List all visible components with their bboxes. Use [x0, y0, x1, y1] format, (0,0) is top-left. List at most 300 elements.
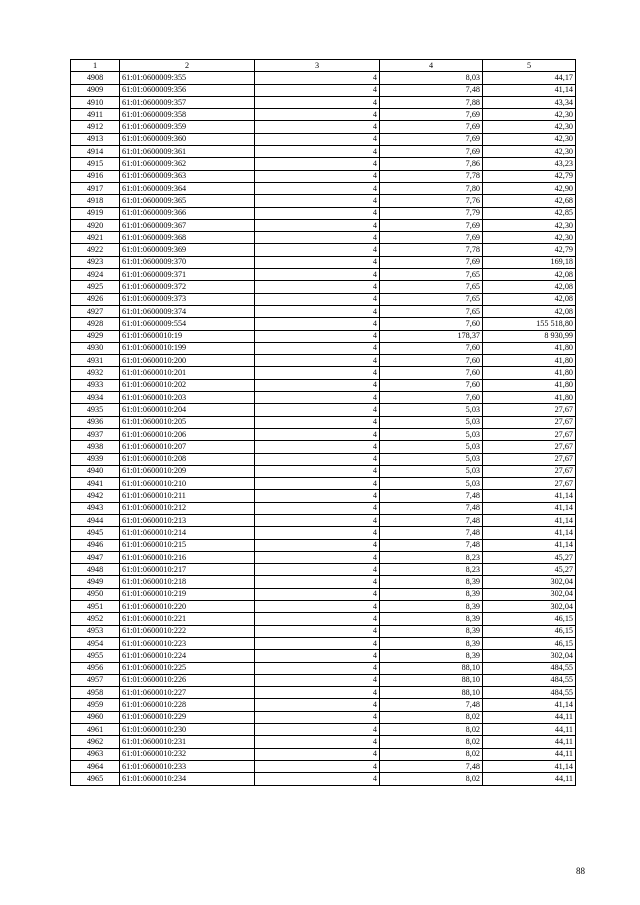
row-number-cell: 4924	[71, 269, 120, 281]
group-cell: 4	[255, 724, 380, 736]
cadastral-value-cell: 44,11	[483, 773, 576, 785]
row-number-cell: 4946	[71, 539, 120, 551]
specific-value-cell: 7,60	[380, 392, 483, 404]
group-cell: 4	[255, 588, 380, 600]
group-cell: 4	[255, 355, 380, 367]
table-row	[71, 219, 576, 231]
row-number-cell: 4939	[71, 453, 120, 465]
row-number-cell: 4926	[71, 293, 120, 305]
row-number-cell: 4934	[71, 392, 120, 404]
specific-value-cell: 7,69	[380, 121, 483, 133]
cadastral-value-cell: 44,11	[483, 736, 576, 748]
table-row	[71, 674, 576, 686]
cadastral-value-cell: 42,85	[483, 207, 576, 219]
cadastral-value-table	[70, 59, 576, 786]
specific-value-cell: 8,39	[380, 576, 483, 588]
cadastral-number-cell: 61:01:0600009:360	[120, 133, 255, 145]
table-row	[71, 490, 576, 502]
row-number-cell: 4933	[71, 379, 120, 391]
table-row	[71, 650, 576, 662]
cadastral-value-cell: 169,18	[483, 256, 576, 268]
table-row	[71, 478, 576, 490]
table-row	[71, 748, 576, 760]
cadastral-value-cell: 42,68	[483, 195, 576, 207]
row-number-cell: 4918	[71, 195, 120, 207]
cadastral-number-cell: 61:01:0600010:206	[120, 428, 255, 440]
specific-value-cell: 7,69	[380, 256, 483, 268]
specific-value-cell: 7,60	[380, 342, 483, 354]
specific-value-cell: 8,02	[380, 736, 483, 748]
cadastral-value-cell: 302,04	[483, 601, 576, 613]
cadastral-number-cell: 61:01:0600010:212	[120, 502, 255, 514]
specific-value-cell: 7,80	[380, 182, 483, 194]
group-cell: 4	[255, 441, 380, 453]
row-number-cell: 4947	[71, 551, 120, 563]
cadastral-number-cell: 61:01:0600010:232	[120, 748, 255, 760]
group-cell: 4	[255, 699, 380, 711]
cadastral-value-cell: 42,30	[483, 133, 576, 145]
specific-value-cell: 8,02	[380, 711, 483, 723]
specific-value-cell: 8,03	[380, 72, 483, 84]
specific-value-cell: 88,10	[380, 662, 483, 674]
specific-value-cell: 7,48	[380, 84, 483, 96]
specific-value-cell: 7,48	[380, 502, 483, 514]
group-cell: 4	[255, 72, 380, 84]
row-number-cell: 4963	[71, 748, 120, 760]
cadastral-value-cell: 46,15	[483, 637, 576, 649]
group-cell: 4	[255, 502, 380, 514]
group-cell: 4	[255, 711, 380, 723]
table-row	[71, 84, 576, 96]
cadastral-value-cell: 41,14	[483, 760, 576, 772]
row-number-cell: 4920	[71, 219, 120, 231]
table-row	[71, 724, 576, 736]
specific-value-cell: 8,39	[380, 637, 483, 649]
group-cell: 4	[255, 170, 380, 182]
table-row	[71, 637, 576, 649]
group-cell: 4	[255, 256, 380, 268]
group-cell: 4	[255, 637, 380, 649]
row-number-cell: 4913	[71, 133, 120, 145]
row-number-cell: 4964	[71, 760, 120, 772]
cadastral-number-cell: 61:01:0600010:200	[120, 355, 255, 367]
row-number-cell: 4950	[71, 588, 120, 600]
row-number-cell: 4919	[71, 207, 120, 219]
row-number-cell: 4922	[71, 244, 120, 256]
cadastral-number-cell: 61:01:0600010:225	[120, 662, 255, 674]
table-row	[71, 564, 576, 576]
cadastral-number-cell: 61:01:0600009:369	[120, 244, 255, 256]
table-row	[71, 601, 576, 613]
row-number-cell: 4956	[71, 662, 120, 674]
group-cell: 4	[255, 613, 380, 625]
group-cell: 4	[255, 527, 380, 539]
table-row	[71, 96, 576, 108]
cadastral-number-cell: 61:01:0600009:554	[120, 318, 255, 330]
table-row	[71, 404, 576, 416]
column-header: 5	[483, 60, 576, 72]
cadastral-value-cell: 41,80	[483, 355, 576, 367]
cadastral-number-cell: 61:01:0600009:367	[120, 219, 255, 231]
specific-value-cell: 8,39	[380, 613, 483, 625]
table-row	[71, 453, 576, 465]
cadastral-number-cell: 61:01:0600010:217	[120, 564, 255, 576]
table-row	[71, 158, 576, 170]
cadastral-value-cell: 41,14	[483, 527, 576, 539]
row-number-cell: 4944	[71, 514, 120, 526]
cadastral-value-cell: 46,15	[483, 613, 576, 625]
cadastral-number-cell: 61:01:0600010:207	[120, 441, 255, 453]
table-row	[71, 232, 576, 244]
table-row	[71, 711, 576, 723]
specific-value-cell: 5,03	[380, 453, 483, 465]
cadastral-number-cell: 61:01:0600009:359	[120, 121, 255, 133]
table-row	[71, 195, 576, 207]
group-cell: 4	[255, 379, 380, 391]
cadastral-value-cell: 42,79	[483, 244, 576, 256]
group-cell: 4	[255, 514, 380, 526]
specific-value-cell: 7,86	[380, 158, 483, 170]
cadastral-number-cell: 61:01:0600009:370	[120, 256, 255, 268]
column-header: 1	[71, 60, 120, 72]
group-cell: 4	[255, 428, 380, 440]
table-body	[71, 60, 576, 786]
row-number-cell: 4945	[71, 527, 120, 539]
group-cell: 4	[255, 207, 380, 219]
group-cell: 4	[255, 84, 380, 96]
group-cell: 4	[255, 121, 380, 133]
specific-value-cell: 8,39	[380, 588, 483, 600]
row-number-cell: 4937	[71, 428, 120, 440]
cadastral-number-cell: 61:01:0600010:215	[120, 539, 255, 551]
specific-value-cell: 8,39	[380, 650, 483, 662]
cadastral-number-cell: 61:01:0600010:234	[120, 773, 255, 785]
cadastral-number-cell: 61:01:0600010:203	[120, 392, 255, 404]
group-cell: 4	[255, 232, 380, 244]
group-cell: 4	[255, 625, 380, 637]
table-row	[71, 588, 576, 600]
cadastral-number-cell: 61:01:0600010:209	[120, 465, 255, 477]
group-cell: 4	[255, 564, 380, 576]
cadastral-value-cell: 302,04	[483, 576, 576, 588]
cadastral-value-cell: 44,11	[483, 748, 576, 760]
specific-value-cell: 5,03	[380, 416, 483, 428]
specific-value-cell: 5,03	[380, 441, 483, 453]
specific-value-cell: 178,37	[380, 330, 483, 342]
cadastral-number-cell: 61:01:0600010:227	[120, 687, 255, 699]
specific-value-cell: 88,10	[380, 687, 483, 699]
specific-value-cell: 7,48	[380, 760, 483, 772]
specific-value-cell: 8,02	[380, 748, 483, 760]
cadastral-value-cell: 41,14	[483, 502, 576, 514]
table-row	[71, 551, 576, 563]
specific-value-cell: 7,76	[380, 195, 483, 207]
cadastral-number-cell: 61:01:0600010:223	[120, 637, 255, 649]
specific-value-cell: 5,03	[380, 428, 483, 440]
cadastral-number-cell: 61:01:0600009:365	[120, 195, 255, 207]
table-row	[71, 428, 576, 440]
cadastral-number-cell: 61:01:0600010:211	[120, 490, 255, 502]
specific-value-cell: 7,60	[380, 379, 483, 391]
table-row	[71, 355, 576, 367]
group-cell: 4	[255, 342, 380, 354]
row-number-cell: 4960	[71, 711, 120, 723]
row-number-cell: 4927	[71, 305, 120, 317]
cadastral-number-cell: 61:01:0600010:210	[120, 478, 255, 490]
table-row	[71, 342, 576, 354]
cadastral-value-cell: 45,27	[483, 564, 576, 576]
cadastral-value-cell: 27,67	[483, 416, 576, 428]
cadastral-number-cell: 61:01:0600010:219	[120, 588, 255, 600]
cadastral-number-cell: 61:01:0600010:201	[120, 367, 255, 379]
specific-value-cell: 8,39	[380, 601, 483, 613]
cadastral-number-cell: 61:01:0600010:233	[120, 760, 255, 772]
row-number-cell: 4955	[71, 650, 120, 662]
row-number-cell: 4943	[71, 502, 120, 514]
row-number-cell: 4936	[71, 416, 120, 428]
row-number-cell: 4962	[71, 736, 120, 748]
table-row	[71, 760, 576, 772]
cadastral-value-cell: 42,79	[483, 170, 576, 182]
specific-value-cell: 5,03	[380, 478, 483, 490]
cadastral-value-cell: 43,34	[483, 96, 576, 108]
group-cell: 4	[255, 96, 380, 108]
cadastral-number-cell: 61:01:0600010:224	[120, 650, 255, 662]
cadastral-number-cell: 61:01:0600010:226	[120, 674, 255, 686]
specific-value-cell: 7,48	[380, 539, 483, 551]
cadastral-number-cell: 61:01:0600010:230	[120, 724, 255, 736]
cadastral-number-cell: 61:01:0600009:364	[120, 182, 255, 194]
cadastral-number-cell: 61:01:0600010:19	[120, 330, 255, 342]
cadastral-value-cell: 42,30	[483, 121, 576, 133]
group-cell: 4	[255, 330, 380, 342]
group-cell: 4	[255, 195, 380, 207]
specific-value-cell: 7,65	[380, 305, 483, 317]
cadastral-value-cell: 27,67	[483, 453, 576, 465]
cadastral-number-cell: 61:01:0600010:228	[120, 699, 255, 711]
row-number-cell: 4911	[71, 109, 120, 121]
table-row	[71, 736, 576, 748]
cadastral-value-cell: 44,11	[483, 724, 576, 736]
specific-value-cell: 7,65	[380, 281, 483, 293]
cadastral-number-cell: 61:01:0600010:216	[120, 551, 255, 563]
table-row	[71, 662, 576, 674]
specific-value-cell: 7,65	[380, 293, 483, 305]
cadastral-value-cell: 41,14	[483, 539, 576, 551]
table-row	[71, 687, 576, 699]
specific-value-cell: 8,23	[380, 564, 483, 576]
table-row	[71, 269, 576, 281]
specific-value-cell: 7,48	[380, 527, 483, 539]
group-cell: 4	[255, 748, 380, 760]
cadastral-value-cell: 42,30	[483, 232, 576, 244]
group-cell: 4	[255, 416, 380, 428]
cadastral-number-cell: 61:01:0600009:366	[120, 207, 255, 219]
row-number-cell: 4941	[71, 478, 120, 490]
cadastral-number-cell: 61:01:0600010:199	[120, 342, 255, 354]
table-row	[71, 379, 576, 391]
table-row	[71, 207, 576, 219]
cadastral-number-cell: 61:01:0600009:373	[120, 293, 255, 305]
table-row	[71, 72, 576, 84]
table-row	[71, 182, 576, 194]
table-row	[71, 539, 576, 551]
cadastral-value-cell: 42,30	[483, 146, 576, 158]
group-cell: 4	[255, 281, 380, 293]
cadastral-value-cell: 484,55	[483, 662, 576, 674]
group-cell: 4	[255, 318, 380, 330]
table-row	[71, 367, 576, 379]
row-number-cell: 4961	[71, 724, 120, 736]
row-number-cell: 4965	[71, 773, 120, 785]
specific-value-cell: 8,23	[380, 551, 483, 563]
cadastral-value-cell: 27,67	[483, 428, 576, 440]
group-cell: 4	[255, 687, 380, 699]
table-row	[71, 293, 576, 305]
row-number-cell: 4921	[71, 232, 120, 244]
specific-value-cell: 7,48	[380, 514, 483, 526]
cadastral-number-cell: 61:01:0600010:202	[120, 379, 255, 391]
cadastral-value-cell: 42,90	[483, 182, 576, 194]
row-number-cell: 4940	[71, 465, 120, 477]
specific-value-cell: 7,48	[380, 699, 483, 711]
specific-value-cell: 7,60	[380, 318, 483, 330]
row-number-cell: 4909	[71, 84, 120, 96]
specific-value-cell: 8,02	[380, 773, 483, 785]
specific-value-cell: 7,78	[380, 244, 483, 256]
cadastral-number-cell: 61:01:0600010:213	[120, 514, 255, 526]
table-row	[71, 281, 576, 293]
group-cell: 4	[255, 478, 380, 490]
row-number-cell: 4916	[71, 170, 120, 182]
cadastral-number-cell: 61:01:0600010:220	[120, 601, 255, 613]
table-row	[71, 514, 576, 526]
group-cell: 4	[255, 453, 380, 465]
table-header-row	[71, 60, 576, 72]
row-number-cell: 4957	[71, 674, 120, 686]
cadastral-number-cell: 61:01:0600009:374	[120, 305, 255, 317]
cadastral-value-cell: 42,30	[483, 109, 576, 121]
cadastral-value-cell: 45,27	[483, 551, 576, 563]
specific-value-cell: 7,88	[380, 96, 483, 108]
group-cell: 4	[255, 576, 380, 588]
group-cell: 4	[255, 269, 380, 281]
group-cell: 4	[255, 490, 380, 502]
table-row	[71, 330, 576, 342]
cadastral-value-cell: 302,04	[483, 650, 576, 662]
table-row	[71, 613, 576, 625]
specific-value-cell: 7,60	[380, 367, 483, 379]
cadastral-value-cell: 484,55	[483, 674, 576, 686]
group-cell: 4	[255, 404, 380, 416]
cadastral-value-cell: 302,04	[483, 588, 576, 600]
group-cell: 4	[255, 551, 380, 563]
table-row	[71, 244, 576, 256]
row-number-cell: 4930	[71, 342, 120, 354]
cadastral-value-cell: 42,08	[483, 305, 576, 317]
table-row	[71, 773, 576, 785]
cadastral-value-cell: 41,14	[483, 84, 576, 96]
specific-value-cell: 7,69	[380, 232, 483, 244]
cadastral-value-cell: 27,67	[483, 441, 576, 453]
table-row	[71, 305, 576, 317]
row-number-cell: 4925	[71, 281, 120, 293]
cadastral-number-cell: 61:01:0600010:229	[120, 711, 255, 723]
specific-value-cell: 8,02	[380, 724, 483, 736]
group-cell: 4	[255, 146, 380, 158]
table-row	[71, 392, 576, 404]
table-row	[71, 465, 576, 477]
group-cell: 4	[255, 219, 380, 231]
table-row	[71, 146, 576, 158]
cadastral-number-cell: 61:01:0600009:371	[120, 269, 255, 281]
cadastral-value-cell: 155 518,80	[483, 318, 576, 330]
cadastral-value-cell: 41,14	[483, 514, 576, 526]
row-number-cell: 4917	[71, 182, 120, 194]
table-row	[71, 133, 576, 145]
cadastral-value-cell: 27,67	[483, 465, 576, 477]
group-cell: 4	[255, 244, 380, 256]
cadastral-value-cell: 42,08	[483, 281, 576, 293]
cadastral-value-cell: 46,15	[483, 625, 576, 637]
cadastral-number-cell: 61:01:0600009:358	[120, 109, 255, 121]
cadastral-value-cell: 41,80	[483, 367, 576, 379]
page-number: 88	[576, 866, 585, 876]
cadastral-number-cell: 61:01:0600010:205	[120, 416, 255, 428]
cadastral-number-cell: 61:01:0600009:357	[120, 96, 255, 108]
specific-value-cell: 7,65	[380, 269, 483, 281]
row-number-cell: 4942	[71, 490, 120, 502]
table-row	[71, 109, 576, 121]
specific-value-cell: 7,78	[380, 170, 483, 182]
table-row	[71, 576, 576, 588]
row-number-cell: 4910	[71, 96, 120, 108]
group-cell: 4	[255, 773, 380, 785]
row-number-cell: 4952	[71, 613, 120, 625]
row-number-cell: 4949	[71, 576, 120, 588]
cadastral-value-cell: 41,80	[483, 342, 576, 354]
group-cell: 4	[255, 760, 380, 772]
cadastral-value-cell: 41,80	[483, 392, 576, 404]
specific-value-cell: 7,60	[380, 355, 483, 367]
row-number-cell: 4928	[71, 318, 120, 330]
row-number-cell: 4914	[71, 146, 120, 158]
row-number-cell: 4959	[71, 699, 120, 711]
cadastral-value-cell: 44,17	[483, 72, 576, 84]
cadastral-number-cell: 61:01:0600010:208	[120, 453, 255, 465]
group-cell: 4	[255, 465, 380, 477]
cadastral-value-cell: 27,67	[483, 404, 576, 416]
cadastral-number-cell: 61:01:0600009:368	[120, 232, 255, 244]
cadastral-number-cell: 61:01:0600009:372	[120, 281, 255, 293]
specific-value-cell: 7,69	[380, 109, 483, 121]
cadastral-value-cell: 41,14	[483, 490, 576, 502]
specific-value-cell: 7,79	[380, 207, 483, 219]
group-cell: 4	[255, 601, 380, 613]
specific-value-cell: 5,03	[380, 404, 483, 416]
row-number-cell: 4954	[71, 637, 120, 649]
cadastral-number-cell: 61:01:0600010:231	[120, 736, 255, 748]
table-row	[71, 121, 576, 133]
table-row	[71, 441, 576, 453]
row-number-cell: 4912	[71, 121, 120, 133]
cadastral-number-cell: 61:01:0600009:361	[120, 146, 255, 158]
table-row	[71, 527, 576, 539]
cadastral-value-cell: 484,55	[483, 687, 576, 699]
cadastral-value-cell: 41,14	[483, 699, 576, 711]
group-cell: 4	[255, 133, 380, 145]
group-cell: 4	[255, 650, 380, 662]
